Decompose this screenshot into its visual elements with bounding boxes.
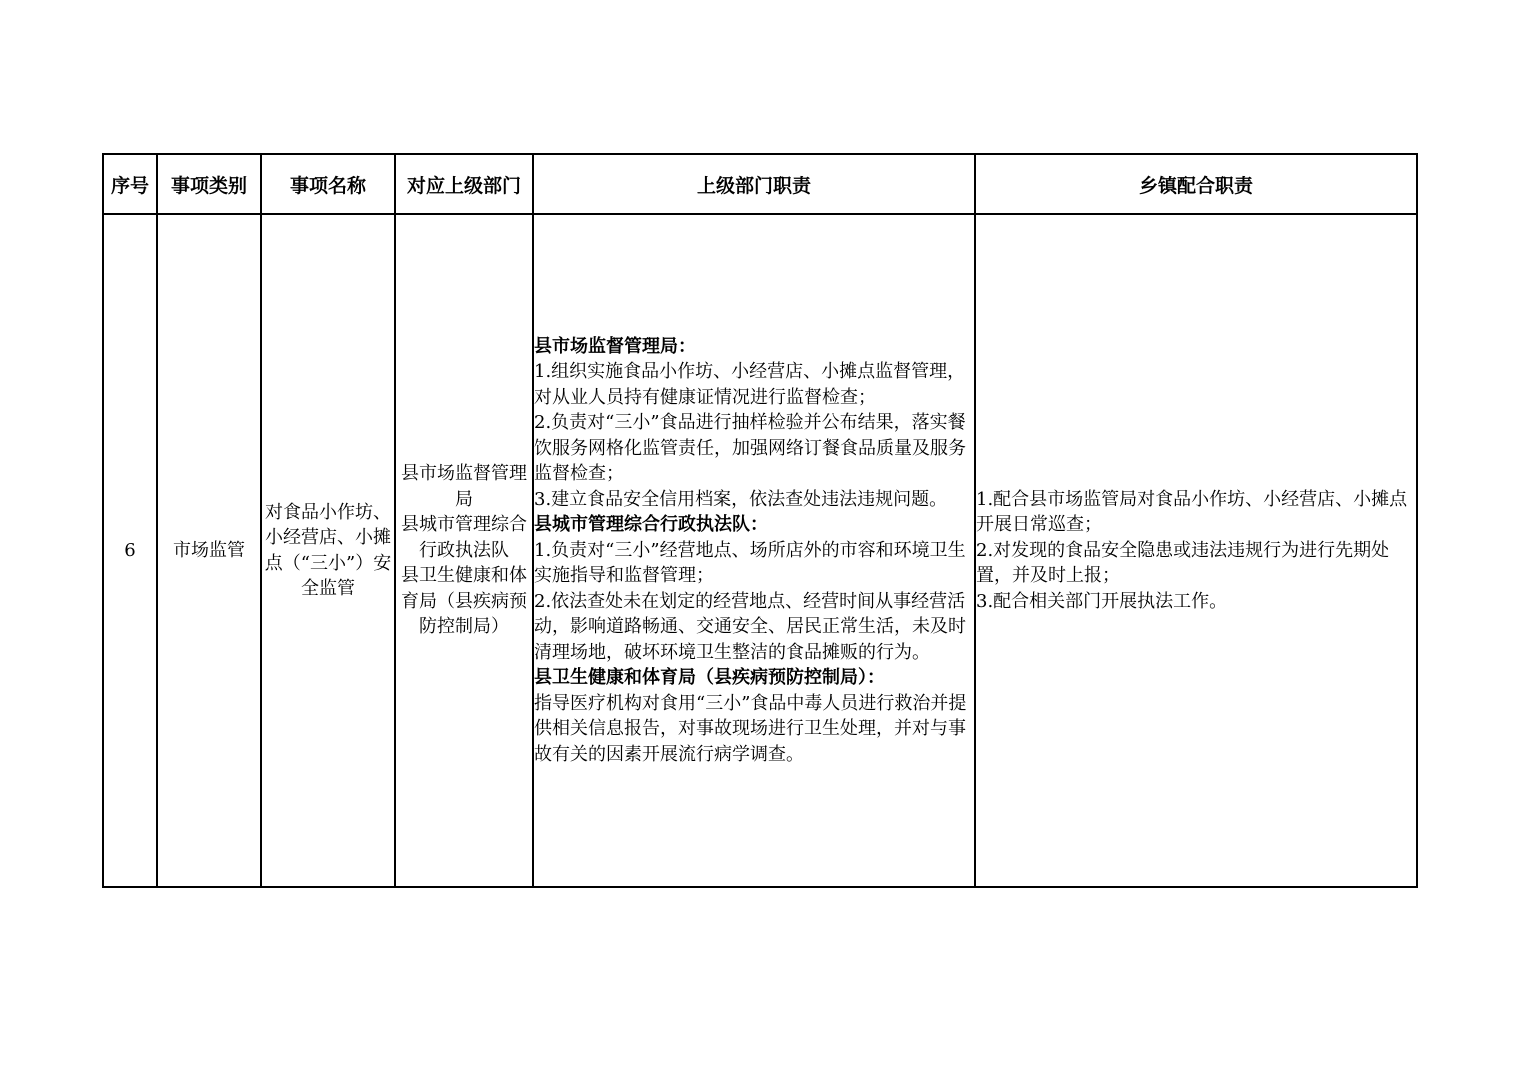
department-name: 县卫生健康和体育局（县疾病预防控制局） bbox=[401, 565, 527, 638]
cell-dept-duties bbox=[533, 214, 975, 887]
header-category: 事项类别 bbox=[157, 154, 261, 214]
duty-section-title: 县卫生健康和体育局（县疾病预防控制局）： bbox=[534, 667, 885, 689]
duty-item: 指导医疗机构对食用“三小”食品中毒人员进行救治并提供相关信息报告，对事故现场进行卫生处理，并对与事故有关的因素开展流行病学调查。 bbox=[534, 692, 967, 765]
cell-item-name: 对食品小作坊、小经营店、小摊点（“三小”）安全监管 bbox=[261, 214, 395, 887]
header-name: 事项名称 bbox=[261, 154, 395, 214]
cell-no: 6 bbox=[103, 214, 157, 887]
cell-departments bbox=[395, 214, 533, 887]
town-duty-item: 2.对发现的食品安全隐患或违法违规行为进行先期处置，并及时上报； bbox=[976, 539, 1390, 587]
duty-item: 2.负责对“三小”食品进行抽样检验并公布结果，落实餐饮服务网格化监管责任，加强网络订餐食品质量及服务监督检查； bbox=[534, 412, 966, 485]
duty-item: 3.建立食品安全信用档案，依法查处违法违规问题。 bbox=[534, 488, 948, 510]
responsibility-table bbox=[102, 153, 1418, 888]
table-row bbox=[103, 214, 1417, 887]
table-header-row bbox=[103, 154, 1417, 214]
duty-section-title: 县市场监督管理局： bbox=[534, 335, 696, 357]
cell-town-duties bbox=[975, 214, 1417, 887]
town-duty-item: 3.配合相关部门开展执法工作。 bbox=[976, 590, 1228, 612]
duty-item: 1.组织实施食品小作坊、小经营店、小摊点监督管理，对从业人员持有健康证情况进行监督检查； bbox=[534, 361, 966, 408]
department-name: 县城市管理综合行政执法队 bbox=[401, 514, 527, 561]
header-town-duties: 乡镇配合职责 bbox=[975, 154, 1417, 214]
cell-category: 市场监管 bbox=[157, 214, 261, 887]
header-no: 序号 bbox=[103, 154, 157, 214]
town-duty-item: 1.配合县市场监管局对食品小作坊、小经营店、小摊点开展日常巡查； bbox=[976, 488, 1408, 536]
department-name: 县市场监督管理局 bbox=[401, 463, 527, 510]
header-dept-duties: 上级部门职责 bbox=[533, 154, 975, 214]
duty-item: 1.负责对“三小”经营地点、场所店外的市容和环境卫生实施指导和监督管理； bbox=[534, 539, 966, 587]
duty-item: 2.依法查处未在划定的经营地点、经营时间从事经营活动，影响道路畅通、交通安全、居民正常生活，未及时清理场地，破坏环境卫生整洁的食品摊贩的行为。 bbox=[534, 590, 966, 663]
header-department: 对应上级部门 bbox=[395, 154, 533, 214]
duty-section-title: 县城市管理综合行政执法队： bbox=[534, 514, 768, 536]
